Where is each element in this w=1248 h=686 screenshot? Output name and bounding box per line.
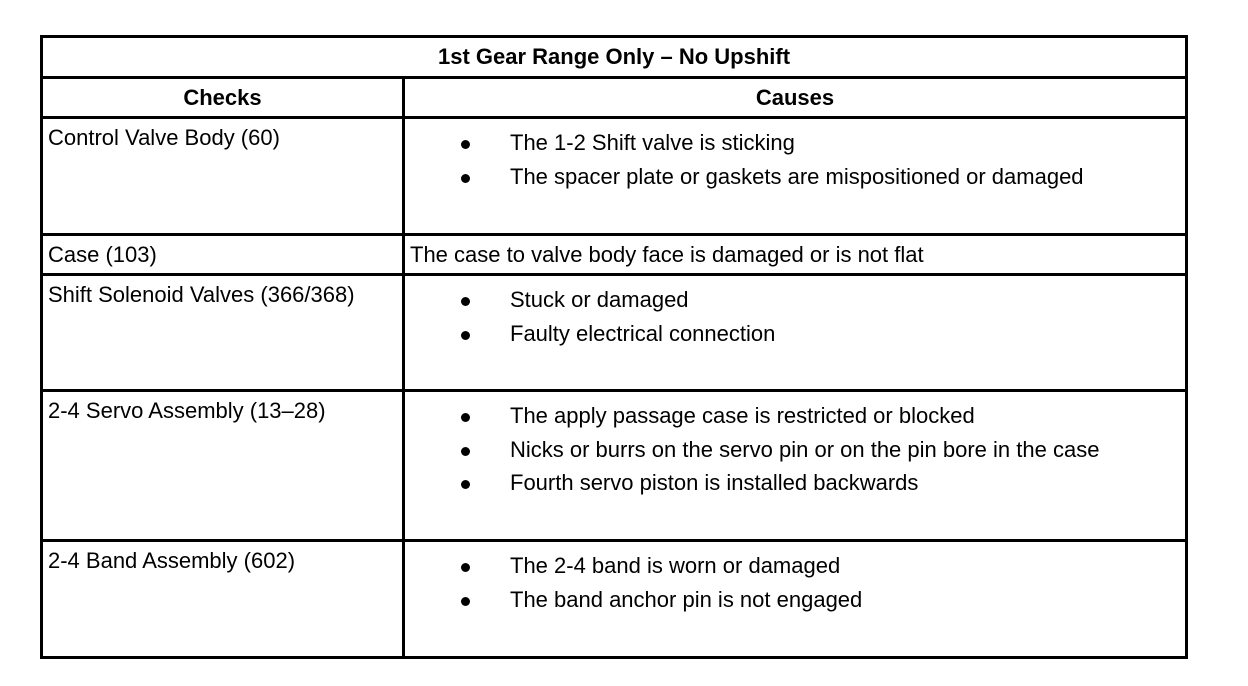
bullet-icon [461, 140, 470, 149]
cause-item [405, 436, 1185, 470]
table-row [42, 275, 1187, 391]
cause-item [405, 586, 1185, 620]
cause-text: The 1-2 Shift valve is sticking [510, 130, 795, 155]
cause-text: The case to valve body face is damaged or is not flat [404, 235, 1187, 275]
table-title: 1st Gear Range Only – No Upshift [42, 37, 1187, 78]
cause-text: Faulty electrical connection [510, 320, 776, 346]
bullet-icon [461, 563, 470, 572]
cause-list [405, 276, 1185, 353]
table-row [42, 118, 1187, 235]
cause-text: Fourth servo piston is installed backwards [510, 470, 919, 495]
check-cell: 2-4 Servo Assembly (13–28) [42, 391, 404, 541]
cause-text: Nicks or burrs on the servo pin or on the pin bore in the case [510, 436, 1100, 462]
cause-item [405, 320, 1185, 354]
diagnosis-table [40, 35, 1188, 659]
causes-cell [404, 541, 1187, 658]
cause-item [405, 552, 1185, 586]
check-cell: Shift Solenoid Valves (366/368) [42, 275, 404, 391]
causes-cell [404, 118, 1187, 235]
table-row [42, 391, 1187, 541]
bullet-icon [461, 331, 470, 340]
table-header-row [42, 78, 1187, 118]
cause-item [405, 129, 1185, 163]
causes-cell [404, 275, 1187, 391]
bullet-icon [461, 480, 470, 489]
bullet-icon [461, 447, 470, 456]
bullet-icon [461, 597, 470, 606]
cause-item [405, 469, 1185, 503]
check-cell: Case (103) [42, 235, 404, 275]
cause-text: The spacer plate or gaskets are mispositioned or damaged [510, 163, 1084, 189]
check-cell: Control Valve Body (60) [42, 118, 404, 235]
cause-text: The 2-4 band is worn or damaged [510, 553, 841, 578]
cause-text: The apply passage case is restricted or blocked [510, 403, 975, 428]
cause-list [405, 119, 1185, 196]
cause-item [405, 402, 1185, 436]
cause-list [405, 542, 1185, 619]
check-cell: 2-4 Band Assembly (602) [42, 541, 404, 658]
header-causes: Causes [404, 78, 1187, 118]
cause-text: Stuck or damaged [510, 287, 689, 312]
cause-list [405, 392, 1185, 503]
header-checks: Checks [42, 78, 404, 118]
cause-item [405, 163, 1185, 197]
causes-cell [404, 391, 1187, 541]
bullet-icon [461, 413, 470, 422]
cause-text: The band anchor pin is not engaged [510, 586, 863, 612]
table-row [42, 541, 1187, 658]
bullet-icon [461, 174, 470, 183]
table-row [42, 235, 1187, 275]
cause-item [405, 286, 1185, 320]
table-title-row [42, 37, 1187, 78]
bullet-icon [461, 297, 470, 306]
